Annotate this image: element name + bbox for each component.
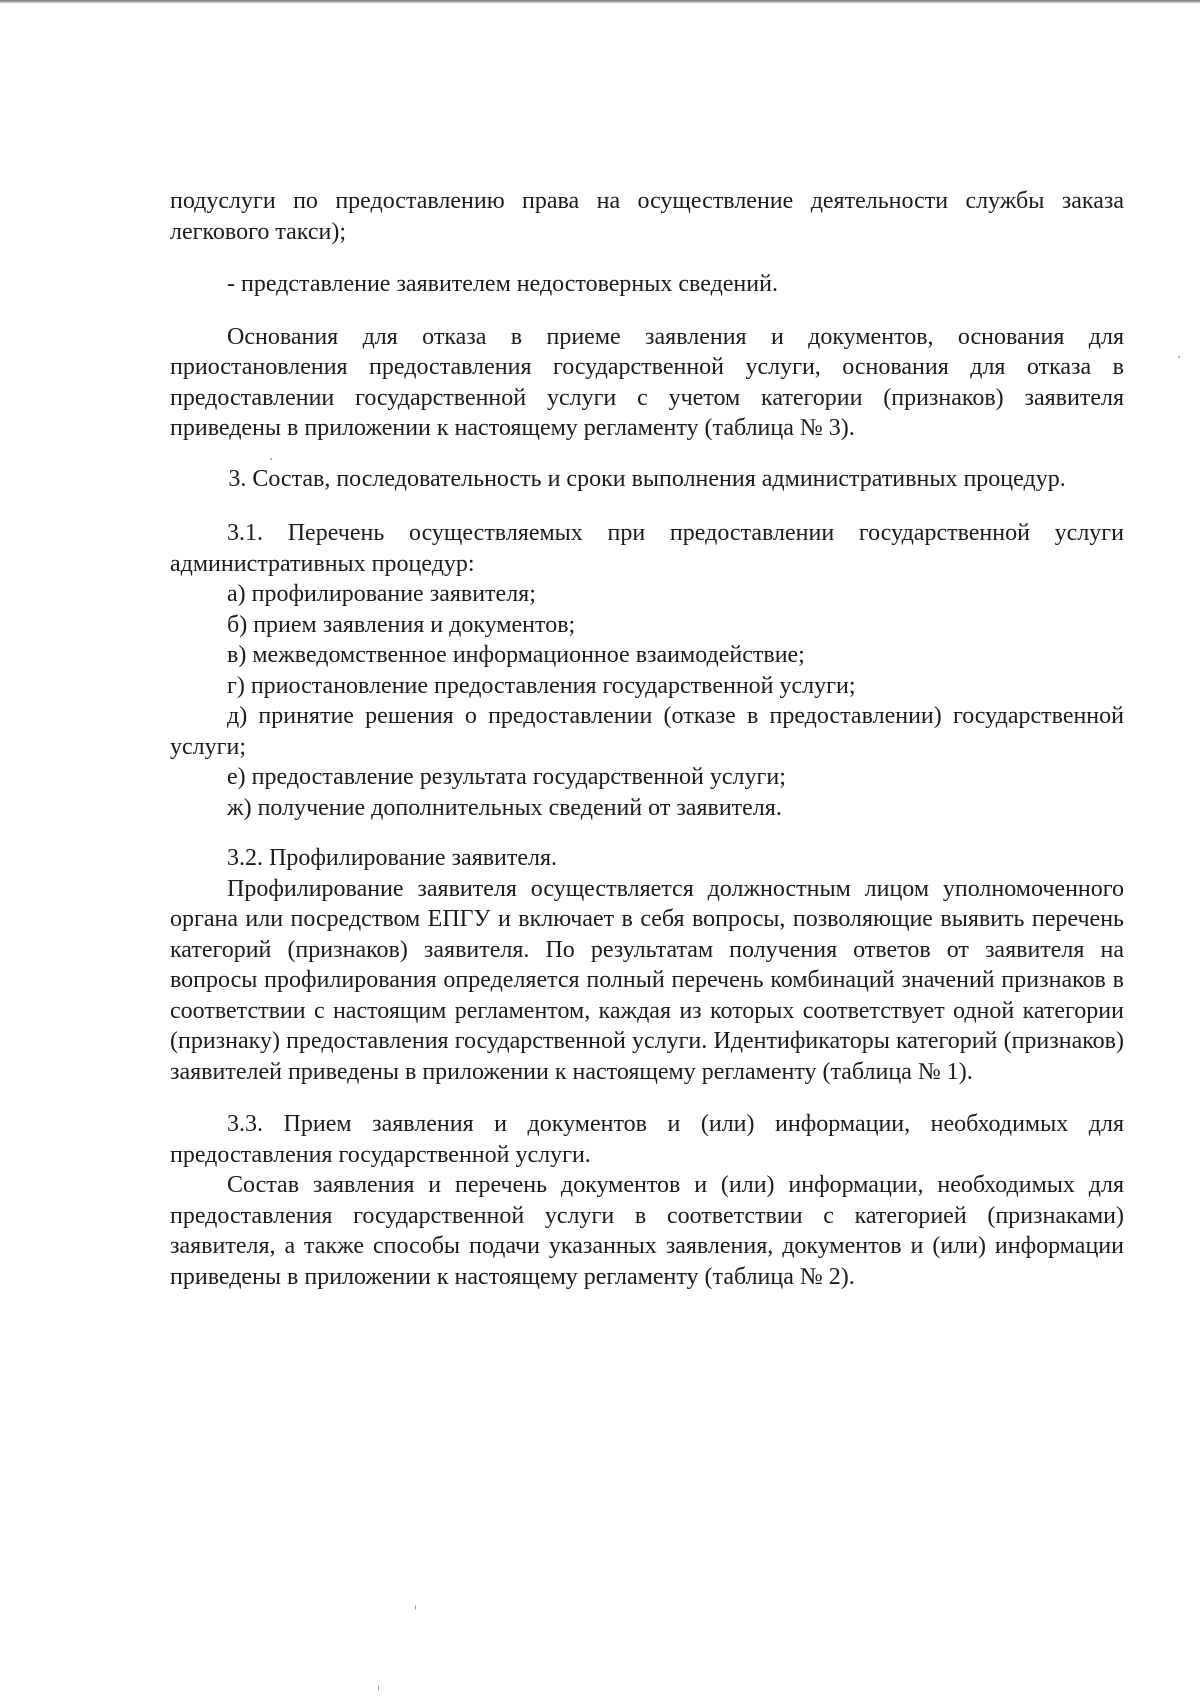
list-item-g: г) приостановление предоставления государственной услуги; bbox=[227, 672, 856, 699]
paragraph-refusal-grounds: Основания для отказа в приеме заявления и документов, основания для приостановления предоставления государственной услуги, основания для отказа в предоставлении государственной услуги с учетом категории (признаков) заявителя приведены в приложении к настоящему регламенту (таблица № 3). bbox=[170, 323, 1124, 441]
list-item-d: д) принятие решения о предоставлении (отказе в предоставлении) государственной услуги; bbox=[170, 703, 1124, 760]
paragraph-false-info: - представление заявителем недостоверных сведений. bbox=[227, 271, 778, 297]
paragraph-profiling: Профилирование заявителя осуществляется должностным лицом уполномоченного органа или посредством ЕПГУ и включает в себя вопросы, позволяющие выявить перечень категорий (признаков) заявителя. По результатам получения ответов от заявителя на вопросы профилирования определяется полный перечень комбинаций значений признаков в соответствии с настоящим регламентом, каждая из которых соответствует одной категории (признаку) предоставления государственной услуги. Идентификаторы категорий (признаков) заявителей приведены в приложении к настоящему регламенту (таблица № 1). bbox=[170, 875, 1124, 1085]
list-item-a: а) профилирование заявителя; bbox=[227, 581, 536, 607]
paragraph-3-1: 3.1. Перечень осуществляемых при предоставлении государственной услуги административных процедур: bbox=[170, 520, 1124, 577]
scan-top-edge bbox=[0, 0, 1200, 3]
paragraph-application-docs: Состав заявления и перечень документов и (или) информации, необходимых для предоставления государственной услуги в соответствии с категорией (признаками) заявителя, а также способы подачи указанных заявления, документов и (или) информации приведены в приложении к настоящему регламенту (таблица № 2). bbox=[170, 1172, 1124, 1290]
list-item-v: в) межведомственное информационное взаимодействие; bbox=[227, 642, 805, 668]
document-body bbox=[170, 186, 1124, 1292]
scan-speck bbox=[378, 1685, 379, 1691]
list-item-b: б) прием заявления и документов; bbox=[227, 611, 576, 638]
paragraph-continuation: подуслуги по предоставлению права на осуществление деятельности службы заказа легкового такси); bbox=[170, 188, 1124, 245]
scan-speck bbox=[1178, 356, 1180, 358]
section-heading: 3. Состав, последовательность и сроки выполнения административных процедур. bbox=[228, 465, 1066, 492]
list-item-zh: ж) получение дополнительных сведений от заявителя. bbox=[227, 794, 782, 821]
subsection-heading-3-2: 3.2. Профилирование заявителя. bbox=[227, 845, 558, 871]
scan-speck bbox=[415, 1605, 416, 1610]
paragraph-3-3: 3.3. Прием заявления и документов и (или) информации, необходимых для предоставления государственной услуги. bbox=[170, 1111, 1124, 1168]
list-item-e: е) предоставление результата государственной услуги; bbox=[227, 764, 786, 790]
